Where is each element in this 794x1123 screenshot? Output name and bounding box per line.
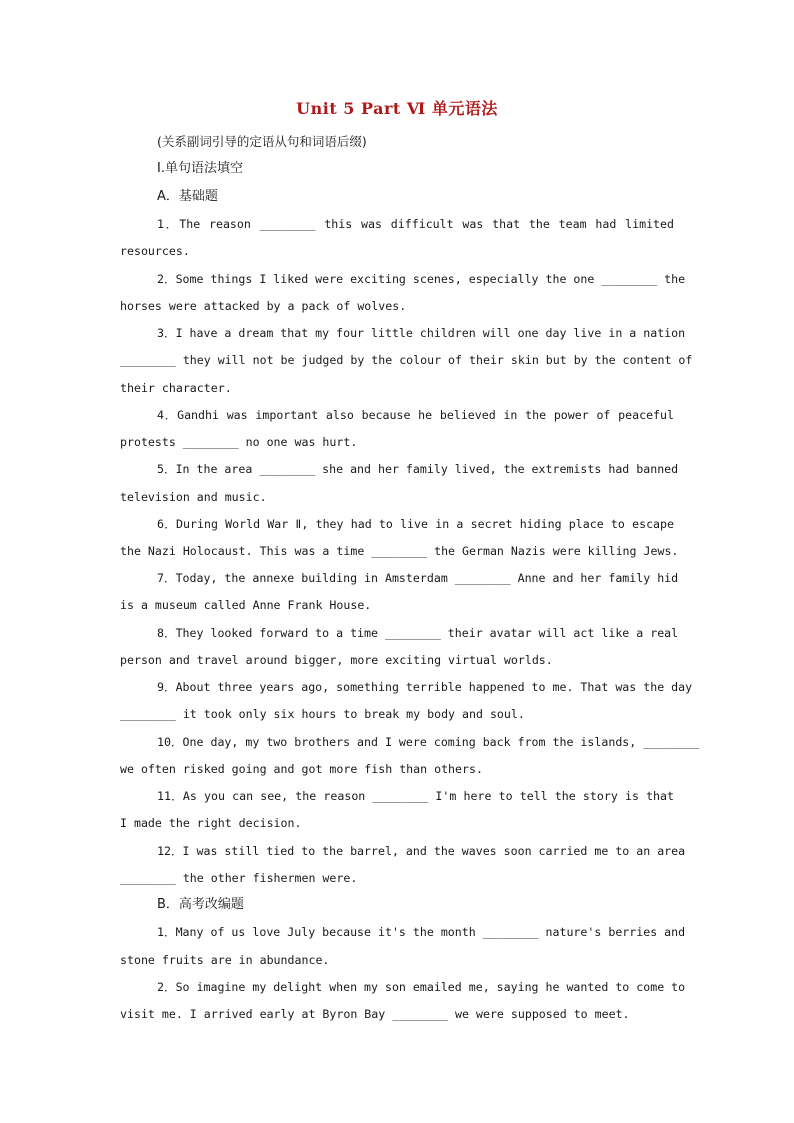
question-a9-line-2: ________ it took only six hours to break my body and soul. (120, 707, 525, 721)
question-a4-line-1: 4．Gandhi was important also because he believed in the power of peaceful (157, 408, 674, 422)
question-a5-line-1: 5．In the area ________ she and her family lived, the extremists had banned (157, 462, 679, 476)
question-a6-line-2: the Nazi Holocaust. This was a time ________ the German Nazis were killing Jews. (120, 544, 679, 558)
question-a10-line-1: 10．One day, my two brothers and I were coming back from the islands, ________ (157, 735, 700, 749)
question-a11-line-1: 11．As you can see, the reason ________ I'm here to tell the story is that (157, 789, 674, 803)
question-a4-line-2: protests ________ no one was hurt. (120, 435, 358, 449)
part-b-heading: B．高考改编题 (157, 897, 244, 912)
question-a12-line-1: 12．I was still tied to the barrel, and the waves soon carried me to an area (157, 844, 686, 858)
question-b1-line-2: stone fruits are in abundance. (120, 953, 330, 967)
question-a12-line-2: ________ the other fishermen were. (120, 871, 358, 885)
question-a7-line-2: is a museum called Anne Frank House. (120, 598, 372, 612)
part-a-heading: A．基础题 (157, 189, 218, 204)
question-b2-line-1: 2．So imagine my delight when my son emailed me, saying he wanted to come to (157, 980, 686, 994)
page-subtitle: (关系副词引导的定语从句和词语后缀) (157, 134, 367, 149)
question-b2-line-2: visit me. I arrived early at Byron Bay ________ we were supposed to meet. (120, 1007, 630, 1021)
question-a3-line-1: 3．I have a dream that my four little children will one day live in a nation (157, 326, 686, 340)
question-a11-line-2: I made the right decision. (120, 816, 302, 830)
question-a7-line-1: 7．Today, the annexe building in Amsterdam ________ Anne and her family hid (157, 571, 679, 585)
page-title: Unit 5 Part Ⅵ 单元语法 (296, 99, 498, 118)
question-a2-line-2: horses were attacked by a pack of wolves. (120, 299, 407, 313)
question-a1-line-2: resources. (120, 244, 190, 258)
question-b1-line-1: 1．Many of us love July because it's the month ________ nature's berries and (157, 925, 686, 939)
question-a9-line-1: 9．About three years ago, something terrible happened to me. That was the day (157, 680, 693, 694)
question-a5-line-2: television and music. (120, 490, 267, 504)
question-a6-line-1: 6．During World War Ⅱ, they had to live in a secret hiding place to escape (157, 517, 674, 531)
question-a10-line-2: we often risked going and got more fish than others. (120, 762, 483, 776)
question-a2-line-1: 2．Some things I liked were exciting scenes, especially the one ________ the (157, 272, 686, 286)
question-a3-line-2: ________ they will not be judged by the colour of their skin but by the content of (120, 353, 693, 367)
question-a8-line-2: person and travel around bigger, more exciting virtual worlds. (120, 653, 553, 667)
question-a3-line-3: their character. (120, 381, 232, 395)
section-heading: Ⅰ.单句语法填空 (157, 161, 243, 176)
question-a8-line-1: 8．They looked forward to a time ________ their avatar will act like a real (157, 626, 679, 640)
question-a1-line-1: 1．The reason ________ this was difficult was that the team had limited (157, 217, 674, 231)
